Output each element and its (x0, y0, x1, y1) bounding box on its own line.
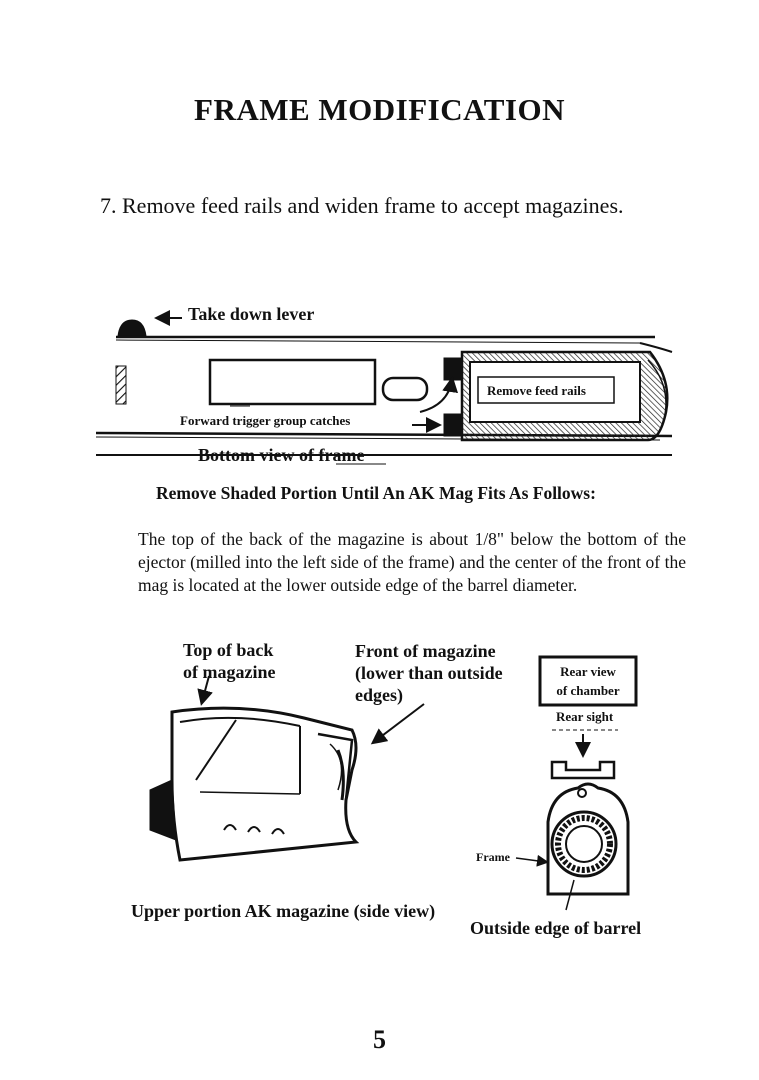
subheading: Remove Shaded Portion Until An AK Mag Fits As Follows: (156, 483, 596, 503)
top-of-back-label (183, 639, 275, 683)
rear-sight-label: Rear sight (556, 709, 614, 724)
rear-view-line2: of chamber (556, 683, 620, 698)
top-of-back-line2: of magazine (183, 662, 276, 682)
trigger-catches-label: Forward trigger group catches (180, 413, 351, 428)
top-of-back-line1: Top of back (183, 640, 274, 660)
front-line3: edges) (355, 685, 403, 705)
step-instruction: 7. Remove feed rails and widen frame to accept magazines. (100, 193, 624, 218)
remove-feed-rails-label: Remove feed rails (487, 383, 586, 398)
outside-edge-label: Outside edge of barrel (470, 918, 642, 938)
bottom-view-caption: Bottom view of frame (198, 445, 365, 465)
rear-view-label (540, 662, 636, 700)
front-line2: (lower than outside (355, 663, 503, 683)
front-line1: Front of magazine (355, 641, 496, 661)
rear-sight-shape (552, 762, 614, 778)
page-title: FRAME MODIFICATION (194, 92, 565, 127)
magazine-caption: Upper portion AK magazine (side view) (131, 901, 436, 921)
body-paragraph: The top of the back of the magazine is about 1/8" below the bottom of the ejector (milled into the left side of the frame) and the center of the front of the mag is located at the lower outside edge of the barrel diameter. (138, 529, 686, 595)
rear-view-line1: Rear view (560, 664, 616, 679)
take-down-lever-knob (118, 320, 146, 336)
take-down-lever-label: Take down lever (188, 304, 315, 324)
frame-label: Frame (476, 850, 510, 864)
page-number: 5 (373, 1025, 386, 1054)
front-of-magazine-label (355, 640, 503, 706)
